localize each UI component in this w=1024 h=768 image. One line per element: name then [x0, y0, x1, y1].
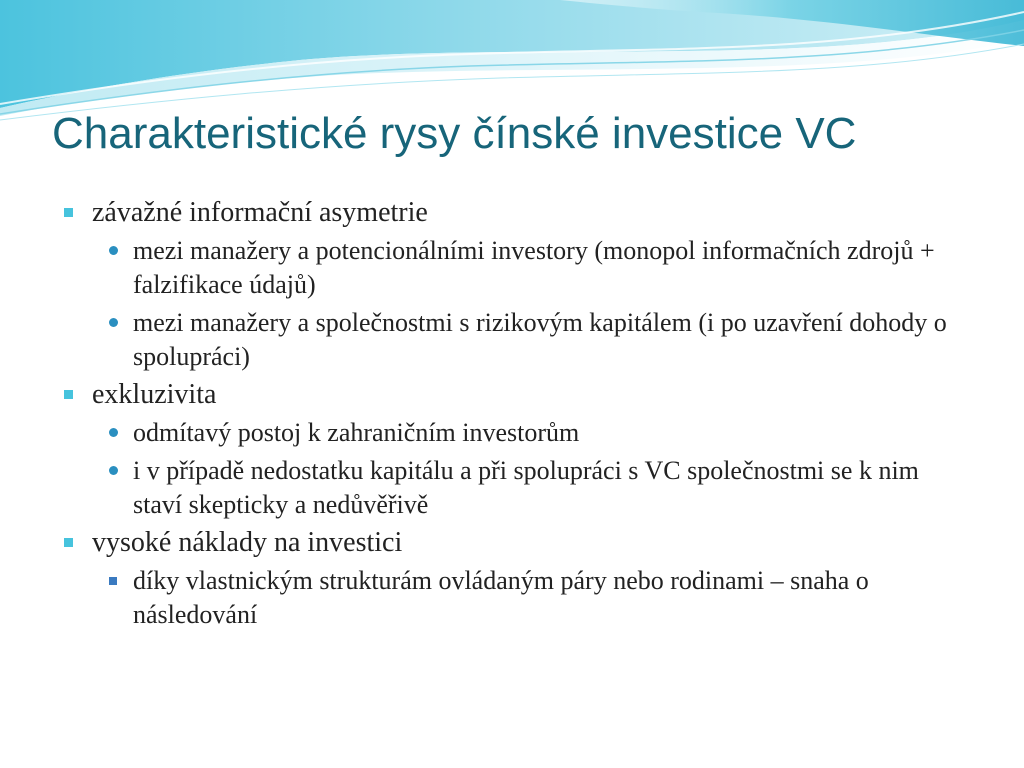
sub-bullet-item — [64, 564, 964, 632]
sub-bullet-text: i v případě nedostatku kapitálu a při spolupráci s VC společnostmi se k nim staví skepticky a nedůvěřivě — [133, 456, 919, 519]
sub-bullet-item — [64, 416, 964, 450]
bullet-list — [64, 196, 964, 636]
bullet-text: exkluzivita — [92, 379, 217, 410]
dot-bullet-icon — [109, 466, 118, 475]
square-bullet-icon — [64, 208, 73, 217]
sub-bullet-item — [64, 454, 964, 522]
sub-bullet-item — [64, 234, 964, 302]
bullet-item — [64, 378, 964, 412]
bullet-item — [64, 526, 964, 560]
sub-bullet-text: odmítavý postoj k zahraničním investorům — [133, 418, 580, 447]
bullet-text: závažné informační asymetrie — [92, 197, 428, 228]
small-square-bullet-icon — [109, 577, 117, 585]
sub-bullet-item — [64, 306, 964, 374]
slide-title: Charakteristické rysy čínské investice VC — [52, 109, 857, 158]
bullet-text: vysoké náklady na investici — [92, 527, 403, 558]
dot-bullet-icon — [109, 318, 118, 327]
square-bullet-icon — [64, 538, 73, 547]
square-bullet-icon — [64, 390, 73, 399]
dot-bullet-icon — [109, 246, 118, 255]
sub-bullet-text: mezi manažery a potencionálními investory (monopol informačních zdrojů + falzifikace údajů) — [133, 236, 935, 299]
sub-bullet-text: díky vlastnickým strukturám ovládaným páry nebo rodinami – snaha o následování — [133, 566, 869, 629]
bullet-item — [64, 196, 964, 230]
dot-bullet-icon — [109, 428, 118, 437]
sub-bullet-text: mezi manažery a společnostmi s rizikovým kapitálem (i po uzavření dohody o spolupráci) — [133, 308, 947, 371]
